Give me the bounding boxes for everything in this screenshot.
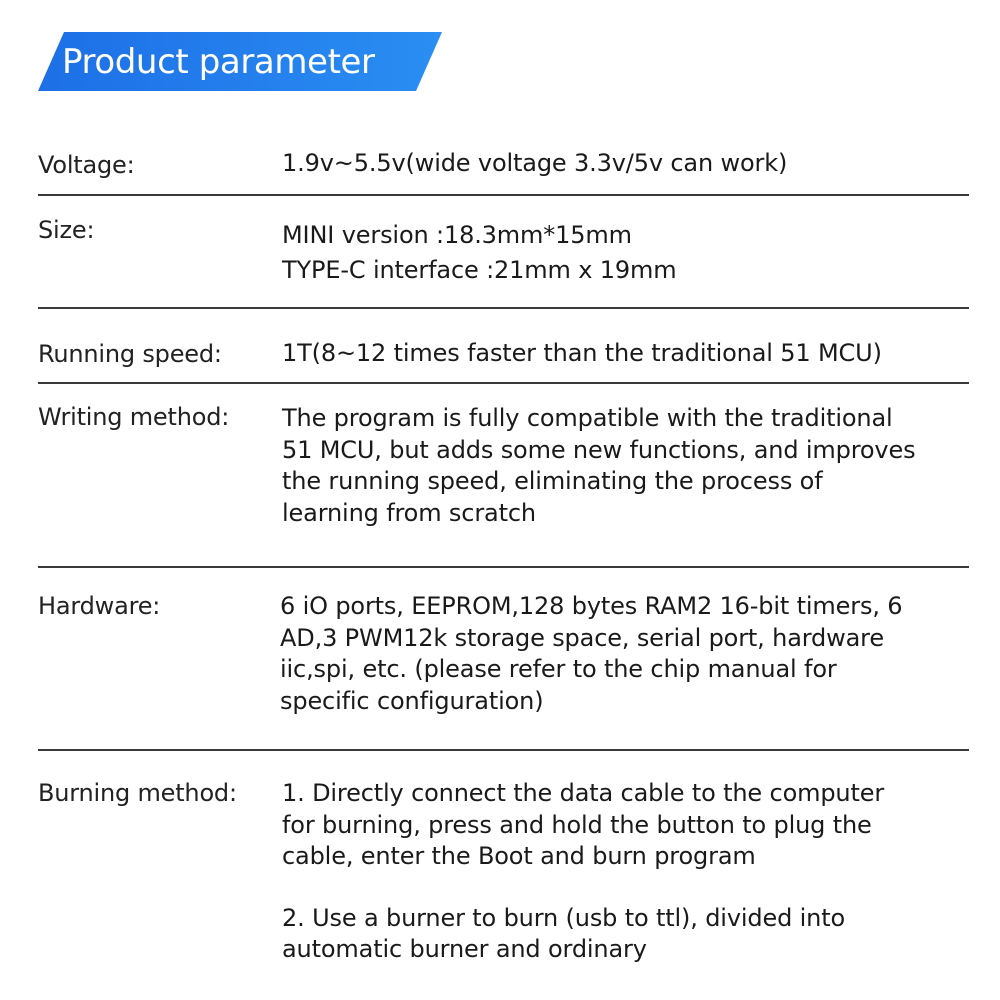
burning-method-label: Burning method: [38,779,237,807]
divider [38,382,969,384]
size-label: Size: [38,216,95,244]
burning-method-value-line: for burning, press and hold the button to plug the [282,810,872,839]
burning-method-value-line: cable, enter the Boot and burn program [282,842,756,870]
burning-method-value [282,778,884,966]
running-speed-label: Running speed: [38,340,222,368]
hardware-value-line: specific configuration) [280,686,544,715]
burning-method-value-line: 1. Directly connect the data cable to the computer [282,779,885,807]
voltage-label: Voltage: [38,151,135,179]
voltage-value-line: 1.9v~5.5v(wide voltage 3.3v/5v can work) [282,149,788,177]
page-title: Product parameter [62,42,375,82]
writing-method-value [282,403,915,529]
burning-method-value-line: automatic burner and ordinary [282,935,647,963]
size-value-line: MINI version :18.3mm*15mm [282,221,632,249]
writing-method-label: Writing method: [38,403,230,431]
divider [38,194,969,196]
hardware-value-line: 6 iO ports, EEPROM,128 bytes RAM2 16-bit timers, 6 [280,592,903,620]
writing-method-value-line: the running speed, eliminating the process of [282,467,823,495]
writing-method-value-line: The program is fully compatible with the traditional [282,404,893,432]
hardware-value [280,591,902,717]
writing-method-value-line: 51 MCU, but adds some new functions, and improves [282,435,916,464]
hardware-label: Hardware: [38,592,161,620]
hardware-value-line: AD,3 PWM12k storage space, serial port, hardware [280,623,884,652]
burning-method-value-line: 2. Use a burner to burn (usb to ttl), divided into [282,903,846,932]
running-speed-value [282,338,882,370]
divider [38,566,969,568]
paragraph-spacer [282,873,884,903]
writing-method-value-line: learning from scratch [282,498,536,527]
hardware-value-line: iic,spi, etc. (please refer to the chip manual for [280,655,837,683]
divider [38,749,969,751]
divider [38,307,969,309]
voltage-value [282,148,787,180]
size-value-line: TYPE-C interface :21mm x 19mm [282,256,677,284]
running-speed-value-line: 1T(8~12 times faster than the traditional 51 MCU) [282,339,882,367]
size-value [282,218,676,288]
